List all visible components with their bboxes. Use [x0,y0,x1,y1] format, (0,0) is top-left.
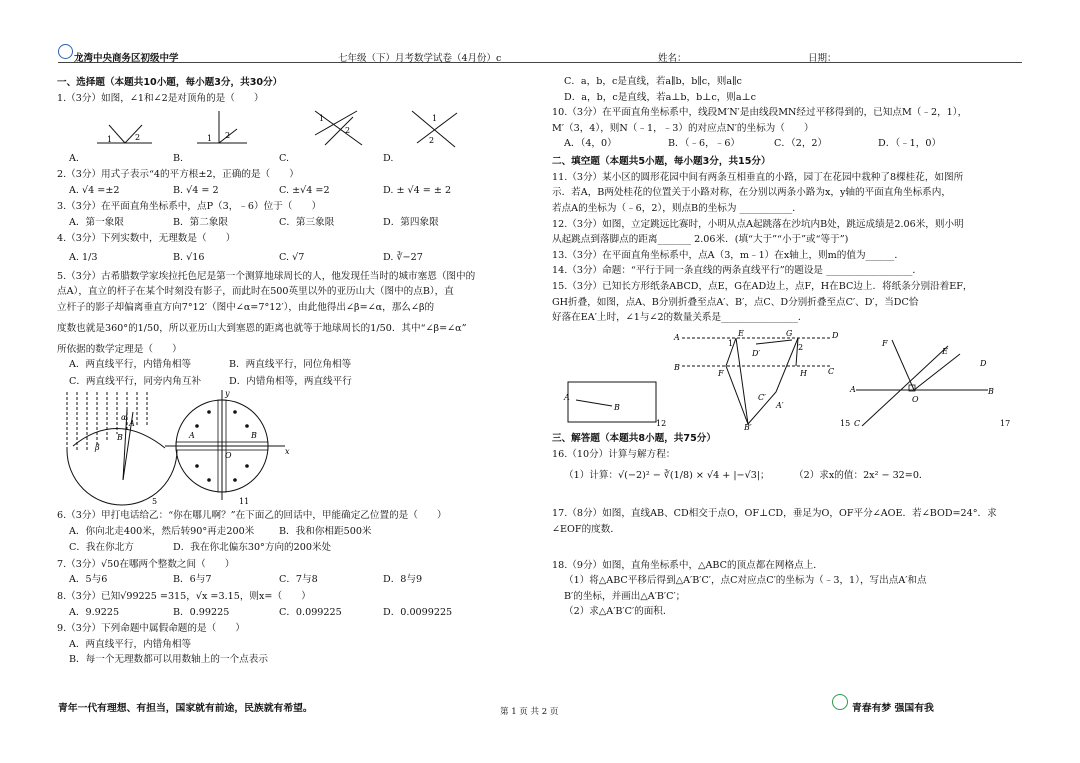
q1-option-d[interactable]: D. [383,152,394,164]
svg-text:1: 1 [207,133,213,143]
question-11-line-3: 若点A的坐标为（﹣6，2），则点B的坐标为 ___________． [552,203,802,215]
question-15-line-1: 15.（3分）已知长方形纸条ABCD，点E，G在AD边上，点F，H在BC边上．将纸条分别沿着EF， [552,281,973,293]
question-16: 16.（10分）计算与解方程： [552,448,676,460]
svg-text:A: A [564,392,570,402]
q18-part-2: （2）求△A′B′C′的面积． [564,606,673,618]
q5-q11-figures [57,390,533,508]
q10-options [552,136,1026,153]
svg-text:H: H [800,368,807,378]
fig12-number: 12 [656,418,667,428]
q7-option-c[interactable]: C．7与8 [279,574,318,586]
exam-title: 七年级（下）月考数学试卷（4月份）c [338,53,502,64]
svg-text:A: A [674,332,680,342]
q8-option-d[interactable]: D．0.0099225 [383,606,453,618]
fig11-number: 11 [239,497,250,507]
q2-option-c[interactable]: C. ±√4 =2 [279,184,330,196]
fig17-number: 17 [1000,418,1011,428]
q10-option-d[interactable]: D．（﹣1，0） [878,138,942,150]
right-column [552,74,1026,620]
q8-options [57,605,533,622]
svg-text:O: O [225,451,232,461]
q16-part-2: （2）求x的值：2x² − 32=0． [794,470,929,482]
question-5-line-5: 所依据的数学定理是（ ） [57,343,182,355]
q6-options-row-1 [57,524,533,541]
svg-text:D: D [832,330,839,340]
svg-text:A′: A′ [776,400,784,410]
q6-option-d[interactable]: D．我在你北偏东30°方向的200米处 [173,542,332,554]
section-fill-heading: 二、填空题（本题共5小题，每小题3分，共15分） [552,155,771,167]
svg-text:A: A [129,419,135,429]
question-6: 6.（3分）甲打电话给乙：“你在哪儿啊？”在下面乙的回话中，甲能确定乙位置的是（ ） [57,510,447,522]
footer-slogan-right: 青春有梦 强国有我 [852,703,934,714]
svg-text:1: 1 [728,338,734,348]
svg-text:D: D [980,358,987,368]
svg-text:1: 1 [107,134,113,144]
question-5-line-2: 点A），直立的杆子在某个时刻没有影子，而此时在500英里以外的亚历山大（图中的点B），直 [57,286,454,298]
q4-options [57,247,533,269]
svg-text:2: 2 [225,130,231,140]
q7-options [57,572,533,589]
question-8: 8.（3分）已知√99225 =315，√x =3.15，则x=（ ） [57,590,311,602]
question-18: 18.（9分）如图，直角坐标系中，△ABC的顶点都在网格点上． [552,559,823,571]
q18-part-1-line-1: （1）将△ABC平移后得到△A′B′C′，点C对应点C′的坐标为（﹣3，1），写出点A′和点 [564,575,927,587]
question-3: 3.（3分）在平面直角坐标系中，点P（3，﹣6）位于（ ） [57,201,322,213]
q5-options-row-2 [57,374,533,391]
question-14: 14.（3分）命题：“平行于同一条直线的两条直线平行”的题设是 __________________． [552,265,923,277]
svg-text:O: O [912,394,919,404]
left-column [57,74,533,668]
q16-part-1: （1）计算：√(−2)² − ∛(1/8) × √4 + |−√3|； [564,470,770,482]
svg-text:2: 2 [345,125,351,135]
svg-text:G: G [786,328,793,338]
svg-text:F: F [882,338,888,348]
q9-option-a[interactable]: A．两直线平行，内错角相等 [69,638,192,650]
q10-option-b[interactable]: B．（﹣6，﹣6） [668,138,741,150]
q6-option-a[interactable]: A．你向北走400米，然后转90°再走200米 [69,525,255,537]
q3-option-c[interactable]: C．第三象限 [279,216,335,228]
q5-option-b[interactable]: B．两直线平行，同位角相等 [229,359,352,371]
svg-text:β: β [95,443,100,453]
question-4: 4.（3分）下列实数中，无理数是（ ） [57,233,236,245]
svg-text:2: 2 [135,132,141,142]
question-10-line-1: 10.（3分）在平面直角坐标系中，线段M′N′是由线段MN经过平移得到的，已知点M（﹣2，1）， [552,107,968,119]
question-5-line-4: 度数也就是360°的1/50，所以亚历山大到塞恩的距离也就等于地球周长的1/50．其中“∠β=∠α” [57,322,467,334]
q4-option-d[interactable]: D. ∛−27 [383,251,423,263]
page-header [58,44,1022,63]
school-logo-icon [58,44,73,59]
question-5-line-1: 5.（3分）古希腊数学家埃拉托色尼是第一个测算地球周长的人，他发现任当时的城市塞恩（图中的 [57,270,476,282]
question-7: 7.（3分）√50在哪两个整数之间（ ） [57,558,235,570]
q8-option-c[interactable]: C．0.099225 [279,606,342,618]
svg-text:E: E [738,328,744,338]
q3-options [57,215,533,232]
svg-text:α: α [121,413,127,423]
question-15-line-2: GH折叠，如图，点A、B分别折叠至点A′、B′，点C、D分别折叠至点C′、D′，当DC恰 [552,296,919,308]
q9-option-c[interactable]: C．a，b，c是直线，若a∥b，b∥c，则a∥c [564,76,742,87]
q1-options [57,151,533,168]
svg-text:B: B [117,433,123,443]
q7-option-a[interactable]: A．5与6 [69,574,108,586]
footer-slogan-left: 青年一代有理想、有担当，国家就有前途，民族就有希望。 [58,703,313,714]
q6-options-row-2 [57,540,533,557]
q1-figures [57,107,533,151]
page-number: 第 1 页 共 2 页 [500,707,559,717]
q12-q15-q17-figures [552,326,1026,430]
q2-option-a[interactable]: A. √4 =±2 [69,184,120,196]
svg-text:F: F [718,368,724,378]
q16-subparts [552,462,1026,490]
youth-badge-icon [832,694,848,710]
question-12-line-2: 从起跳点到落脚点的距离_______ 2.06米．(填“大于”“小于”或“等于”) [552,234,849,246]
svg-text:A: A [189,431,195,441]
svg-text:E: E [942,346,948,356]
question-2: 2.（3分）用式子表示“4的平方根±2，正确的是（ ） [57,169,299,181]
fig15-number: 15 [840,418,851,428]
svg-text:C: C [828,366,835,376]
q9-option-b[interactable]: B．每一个无理数都可以用数轴上的一个点表示 [69,654,268,666]
question-17-line-2: ∠EOF的度数． [552,524,620,535]
q5-option-c[interactable]: C．两直线平行，同旁内角互补 [69,375,202,387]
q4-option-a[interactable]: A. 1/3 [69,251,98,263]
geometry-figures [552,326,1026,430]
q9-option-d[interactable]: D．a，b，c是直线，若a⊥b，b⊥c，则a⊥c [564,91,756,103]
q6-option-b[interactable]: B．我和你相距500米 [279,525,372,537]
q8-option-a[interactable]: A．9.9225 [69,606,120,618]
svg-text:B: B [674,362,680,372]
q10-option-c[interactable]: C．（2，2） [774,138,828,150]
section-choice-heading: 一、选择题（本题共10小题，每小题3分，共30分） [57,77,283,88]
svg-text:B′: B′ [744,422,752,430]
q5-option-a[interactable]: A．两直线平行，内错角相等 [69,359,192,371]
q1-option-b[interactable]: B. [173,152,184,164]
svg-text:B: B [988,386,994,396]
q18-part-1-line-2: B′的坐标，并画出△A′B′C′； [564,590,686,602]
svg-text:C′: C′ [758,392,766,402]
q5-option-d[interactable]: D．内错角相等，两直线平行 [229,375,352,387]
q7-option-b[interactable]: B．6与7 [173,574,212,586]
svg-text:1: 1 [432,113,438,123]
svg-text:y: y [225,390,230,399]
question-11-line-1: 11.（3分）某小区的圆形花园中间有两条互相垂直的小路，园丁在花园中栽种了8棵桂花，如图所 [552,171,964,183]
question-13: 13.（3分）在平面直角坐标系中，点A（3，m﹣1）在x轴上，则m的值为______． [552,249,904,261]
q3-option-b[interactable]: B．第二象限 [173,216,229,228]
svg-text:x: x [285,447,290,457]
q5-options-row-1 [57,357,533,374]
q1-option-a[interactable]: A. [69,152,79,164]
school-name: 龙湾中央商务区初级中学 [74,53,179,64]
q3-option-d[interactable]: D．第四象限 [383,216,439,228]
svg-text:1: 1 [319,113,325,123]
svg-text:B: B [251,431,257,441]
svg-text:D′: D′ [752,348,761,358]
svg-text:2: 2 [429,135,435,145]
question-9: 9.（3分）下列命题中属假命题的是（ ） [57,623,245,635]
question-1: 1.（3分）如图，∠1和∠2是对顶角的是（ ） [57,93,264,104]
fig5-number: 5 [152,497,158,507]
question-15-line-3: 好落在EA′上时，∠1与∠2的数量关系是________________． [552,312,808,324]
section-answer-heading: 三、解答题（本题共8小题，共75分） [552,432,716,444]
q7-option-d[interactable]: D．8与9 [383,574,423,586]
q2-option-b[interactable]: B. √4 = 2 [173,184,219,196]
svg-text:2: 2 [798,342,804,352]
q2-options [57,183,533,200]
q4-option-c[interactable]: C. √7 [279,251,305,263]
q8-option-b[interactable]: B．0.99225 [173,606,230,618]
svg-text:B: B [614,402,620,412]
question-17-line-1: 17.（8分）如图，直线AB、CD相交于点O，OF⊥CD，垂足为O，OF平分∠AOE．若∠BOD=24°．求 [552,508,997,520]
name-label: 姓名： [658,53,687,64]
date-label: 日期： [808,53,837,64]
q3-option-a[interactable]: A．第一象限 [69,216,124,228]
question-12-line-1: 12.（3分）如图，立定跳远比赛时，小明从点A起跳落在沙坑内B处，跳远成绩是2.06米，则小明 [552,218,964,230]
question-10-line-2: M′（3，4），则N（﹣1，﹣3）的对应点N′的坐标为（ ） [552,122,814,134]
q1-option-c[interactable]: C. [279,152,290,164]
q2-option-d[interactable]: D. ± √4 = ± 2 [383,184,452,196]
svg-text:A: A [850,384,856,394]
question-11-line-2: 示．若A，B两处桂花的位置关于小路对称，在分别以两条小路为x，y轴的平面直角坐标系内， [552,187,951,199]
q6-option-c[interactable]: C．我在你北方 [69,542,134,554]
question-5-line-3: 立杆子的影子却偏离垂直方向7°12′（图中∠α=7°12′），由此他得出∠β=∠α，那么∠β的 [57,302,435,314]
earth-and-garden-figures [57,390,533,508]
q10-option-a[interactable]: A．（4，0） [564,138,617,150]
q4-option-b[interactable]: B. √16 [173,251,205,263]
q1-angle-figures [57,107,533,151]
svg-text:C: C [854,418,861,428]
